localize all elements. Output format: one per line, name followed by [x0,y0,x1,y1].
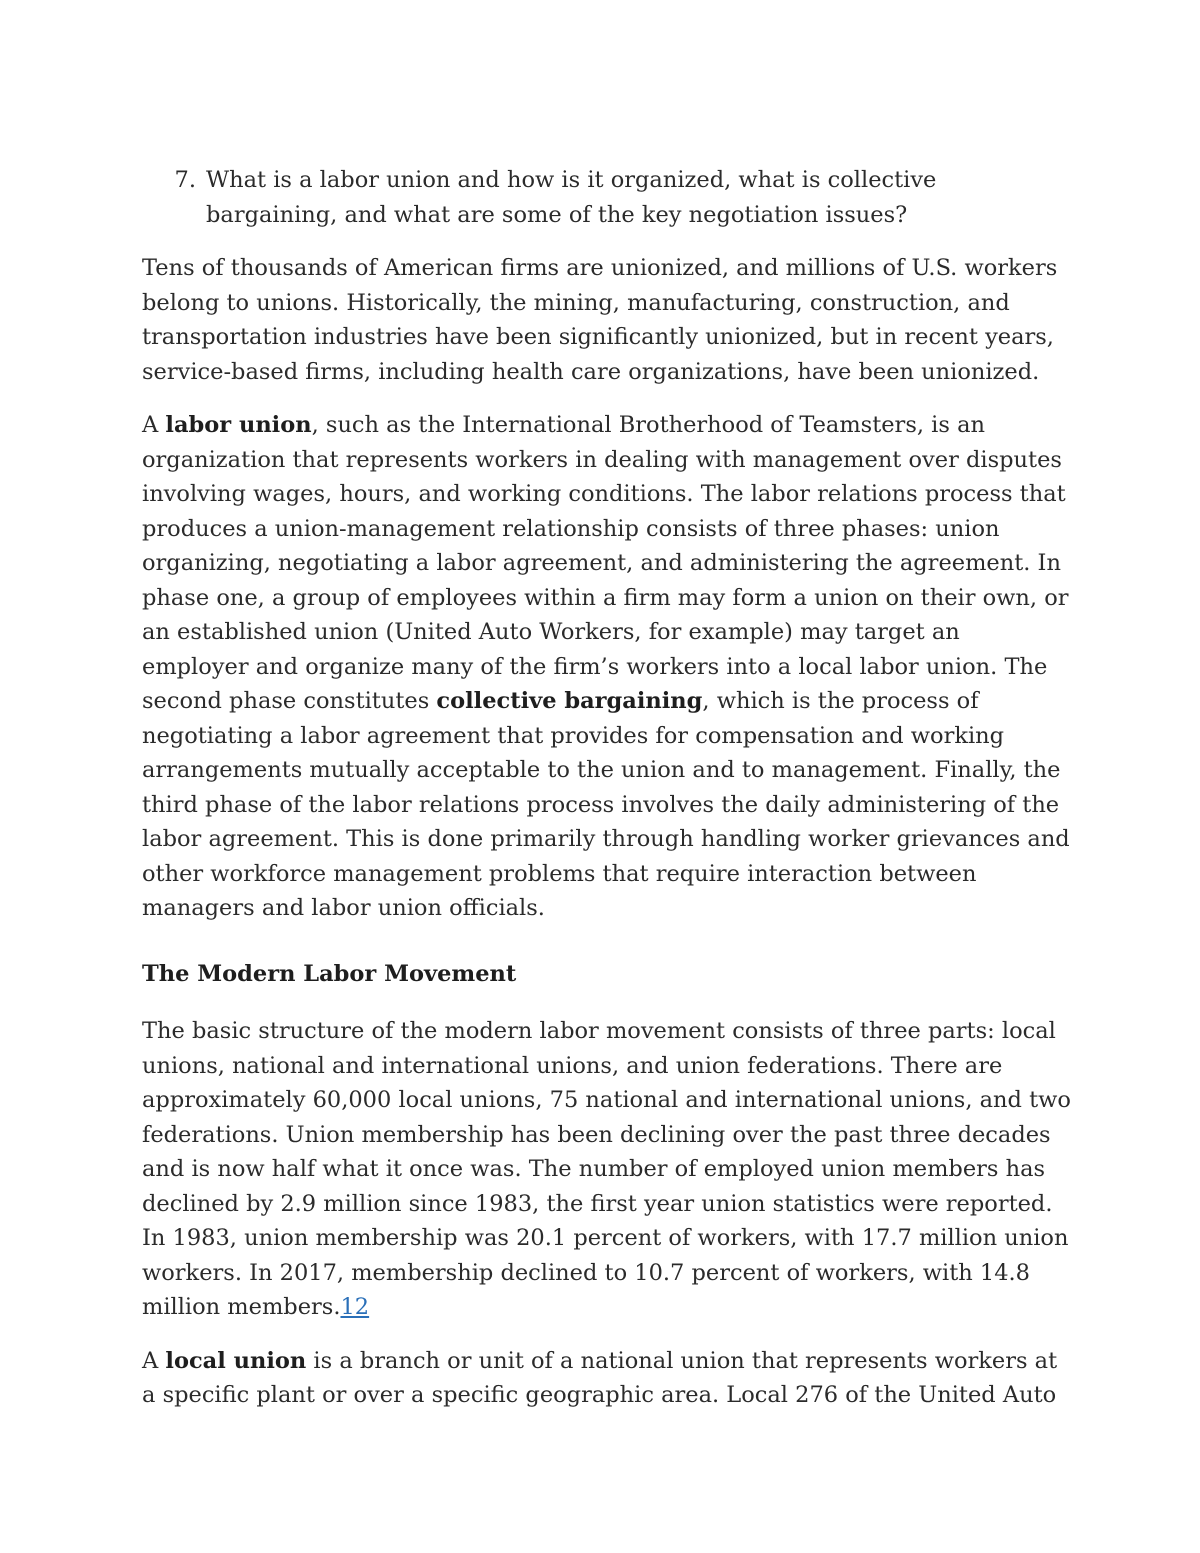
numbered-question [142,163,1072,232]
question-number: 7. [174,167,196,193]
paragraph-text: A [142,1347,166,1374]
document-page [142,163,1072,1432]
question-text: What is a labor union and how is it organized, what is collective bargaining, and what are some of the key negotiation issues? [206,167,937,228]
term-collective-bargaining: collective bargaining [436,688,703,714]
paragraph-text: The basic structure of the modern labor movement consists of three parts: local unions, national and international unions, and union federations. There are approximately 60,000 local unions, 75 national and international unions, and two federations. Union membership has been declining over the past three decades and is now half what it once was. The number of employed union members has declined by 2.9 million since 1983, the first year union statistics were reported. In 1983, union membership was 20.1 percent of workers, with 17.7 million union workers. In 2017, membership declined to 10.7 percent of workers, with 14.8 million members. [142,1018,1071,1320]
paragraph-local-union-definition [142,1344,1072,1413]
paragraph-text: is a branch or unit of a national union that represents workers at a specific plant or over a specific geographic area. Local 276 of the United Auto [142,1347,1058,1408]
paragraph-labor-union-definition [142,408,1072,926]
term-labor-union: labor union [165,412,312,438]
paragraph-labor-movement-structure [142,1014,1072,1325]
section-heading: The Modern Labor Movement [142,960,517,987]
paragraph-text: Tens of thousands of American firms are unionized, and millions of U.S. workers belong to unions. Historically, the mining, manufacturing, construction, and transportation industries have been significantly unionized, but in recent years, service-based firms, including health care organizations, have been unionized. [142,255,1058,385]
paragraph-unionized-firms [142,251,1072,389]
paragraph-text: A [142,412,166,438]
paragraph-text: , such as the International Brotherhood of Teamsters, is an organization that represents workers in dealing with management over disputes involving wages, hours, and working conditions. The labor relations process that produces a union-management relationship consists of three phases: union organizing, negotiating a labor agreement, and administering the agreement. In phase one, a group of employees within a firm may form a union on their own, or an established union (United Auto Workers, for example) may target an employer and organize many of the firm’s workers into a local labor union. The second phase constitutes [142,412,1069,714]
term-local-union: local union [165,1347,307,1374]
footnote-link[interactable]: 12 [340,1294,370,1320]
paragraph-text: , which is the process of negotiating a labor agreement that provides for compensation and working arrangements mutually acceptable to the union and to management. Finally, the third phase of the labor relations process involves the daily administering of the labor agreement. This is done primarily through handling worker grievances and other workforce management problems that require interaction between managers and labor union officials. [142,688,1070,921]
